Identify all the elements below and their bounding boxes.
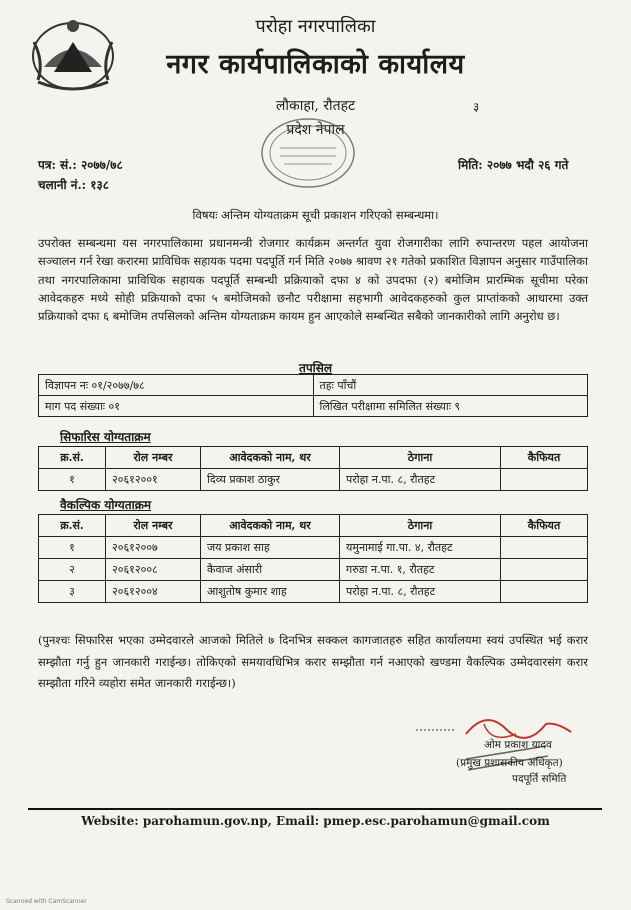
cell-name: जय प्रकाश साह xyxy=(201,537,340,559)
cell-sn: ३ xyxy=(39,581,106,603)
cell-address: यमुनामाई गा.पा. ४, रौतहट xyxy=(340,537,501,559)
demand-posts: माग पद संख्याः ०१ xyxy=(39,396,314,417)
tapasil-heading: तपसिल xyxy=(298,361,332,375)
col-sn: क्र.सं. xyxy=(39,447,106,469)
col-roll: रोल नम्बर xyxy=(106,515,201,537)
alternative-table xyxy=(38,514,588,603)
office-seal-stamp xyxy=(258,114,358,192)
scanner-watermark: Scanned with CamScanner xyxy=(6,898,87,905)
table-row xyxy=(39,537,588,559)
cell-address: गरुडा न.पा. १, रौतहट xyxy=(340,559,501,581)
office-place: लौकाहा, रौतहट xyxy=(275,98,356,114)
cell-roll: २०६१२००४ xyxy=(106,581,201,603)
signatory-name: ओम प्रकाश यादव xyxy=(484,739,552,751)
recommended-list-label: सिफारिस योग्यताक्रम xyxy=(60,430,151,444)
recommended-table xyxy=(38,446,588,491)
signatory-role: (प्रमुख प्रशासकीय अधिकृत) xyxy=(456,757,563,769)
cell-address: परोहा न.पा. ८, रौतहट xyxy=(340,469,501,491)
col-name: आवेदकको नाम, थर xyxy=(201,447,340,469)
municipality-name: परोहा नगरपालिका xyxy=(255,16,376,37)
subject-line: विषयः अन्तिम योग्यताक्रम सूची प्रकाशन गरिएको सम्बन्धमा। xyxy=(192,208,439,222)
cell-roll: २०६१२००८ xyxy=(106,559,201,581)
col-roll: रोल नम्बर xyxy=(106,447,201,469)
dispatch-number: चलानी नं.: १३८ xyxy=(38,178,109,192)
vacancy-number: विज्ञापन नः ०१/२०७७/७८ xyxy=(39,375,314,396)
province-line: प्रदेश नेपाल xyxy=(286,122,345,138)
col-address: ठेगाना xyxy=(340,447,501,469)
cell-remarks xyxy=(501,559,588,581)
letter-date: मिति: २०७७ भदौ २६ गते xyxy=(458,158,569,172)
col-address: ठेगाना xyxy=(340,515,501,537)
cell-address: परोहा न.पा. ८, रौतहट xyxy=(340,581,501,603)
pen-mark-icon: ३ xyxy=(473,100,480,114)
letter-number: पत्र: सं.: २०७७/७८ xyxy=(38,158,123,172)
cell-remarks xyxy=(501,469,588,491)
table-header-row xyxy=(39,515,588,537)
cell-sn: १ xyxy=(39,537,106,559)
alternative-list-label: वैकल्पिक योग्यताक्रम xyxy=(60,498,152,512)
col-remarks: कैफियत xyxy=(501,515,588,537)
office-title: नगर कार्यपालिकाको कार्यालय xyxy=(166,49,465,80)
vacancy-info-table xyxy=(38,374,588,417)
cell-roll: २०६१२००७ xyxy=(106,537,201,559)
col-sn: क्र.सं. xyxy=(39,515,106,537)
level: तहः पाँचौं xyxy=(313,375,588,396)
table-header-row xyxy=(39,447,588,469)
table-row xyxy=(39,559,588,581)
table-row xyxy=(39,581,588,603)
committee-name: पदपूर्ति समिति xyxy=(512,773,567,785)
col-name: आवेदकको नाम, थर xyxy=(201,515,340,537)
col-remarks: कैफियत xyxy=(501,447,588,469)
table-row xyxy=(39,396,588,417)
footer-divider xyxy=(28,808,602,810)
table-row xyxy=(39,469,588,491)
written-exam-count: लिखित परीक्षामा समिलित संख्याः ९ xyxy=(313,396,588,417)
cell-name: आशुतोष कुमार शाह xyxy=(201,581,340,603)
cell-sn: २ xyxy=(39,559,106,581)
table-row xyxy=(39,375,588,396)
cell-remarks xyxy=(501,537,588,559)
cell-name: कैवाज अंसारी xyxy=(201,559,340,581)
postscript-note: (पुनश्चः सिफारिस भएका उम्मेदवारले आजको मितिले ७ दिनभित्र सक्कल कागजातहरु सहित कार्यालयमा स्वयं उपस्थित भई करार सम्झौता गर्नु हुन जानकारी गराईन्छ। तोकिएको समयावधिभित्र करार सम्झौता गर्न नआएको खण्डमा वैकल्पिक उम्मेदवारसंग करार सम्झौता गरिने व्यहोरा समेत जानकारी गराईन्छ।) xyxy=(38,633,588,690)
cell-sn: १ xyxy=(39,469,106,491)
cell-name: दिव्य प्रकाश ठाकुर xyxy=(201,469,340,491)
footer-contact: Website: parohamun.gov.np, Email: pmep.esc.parohamun@gmail.com xyxy=(81,814,550,828)
body-paragraph: उपरोक्त सम्बन्धमा यस नगरपालिकामा प्रधानमन्त्री रोजगार कार्यक्रम अन्तर्गत युवा रोजगारीका लागि रुपान्तरण पहल आयोजना सञ्चालन गर्न रेखा करारमा प्राविधिक सहायक पदमा पदपूर्ति गर्न मिति २०७७ श्रावण २१ गतेको प्रकाशित विज्ञापन अनुसार गाउँपालिका तथा नगरपालिकामा प्राविधिक सहायक पदपूर्ति सम्बन्धी प्रक्रियाको दफा ४ को उपदफा (२) बमोजिम प्रारम्भिक सूचीमा परेका आवेदकहरु मध्ये सोही प्रक्रियाको दफा ५ बमोजिमको छनौट परीक्षामा सहभागी आवेदकहरुको कुल प्राप्तांकको आधारमा उक्त प्रक्रियाको दफा ६ बमोजिम तपसिलको अन्तिम योग्यताक्रम कायम हुन आएकोले सम्बन्धित सबैको जानकारीको लागि अनुरोध छ। xyxy=(38,236,588,324)
cell-roll: २०६१२००१ xyxy=(106,469,201,491)
cell-remarks xyxy=(501,581,588,603)
